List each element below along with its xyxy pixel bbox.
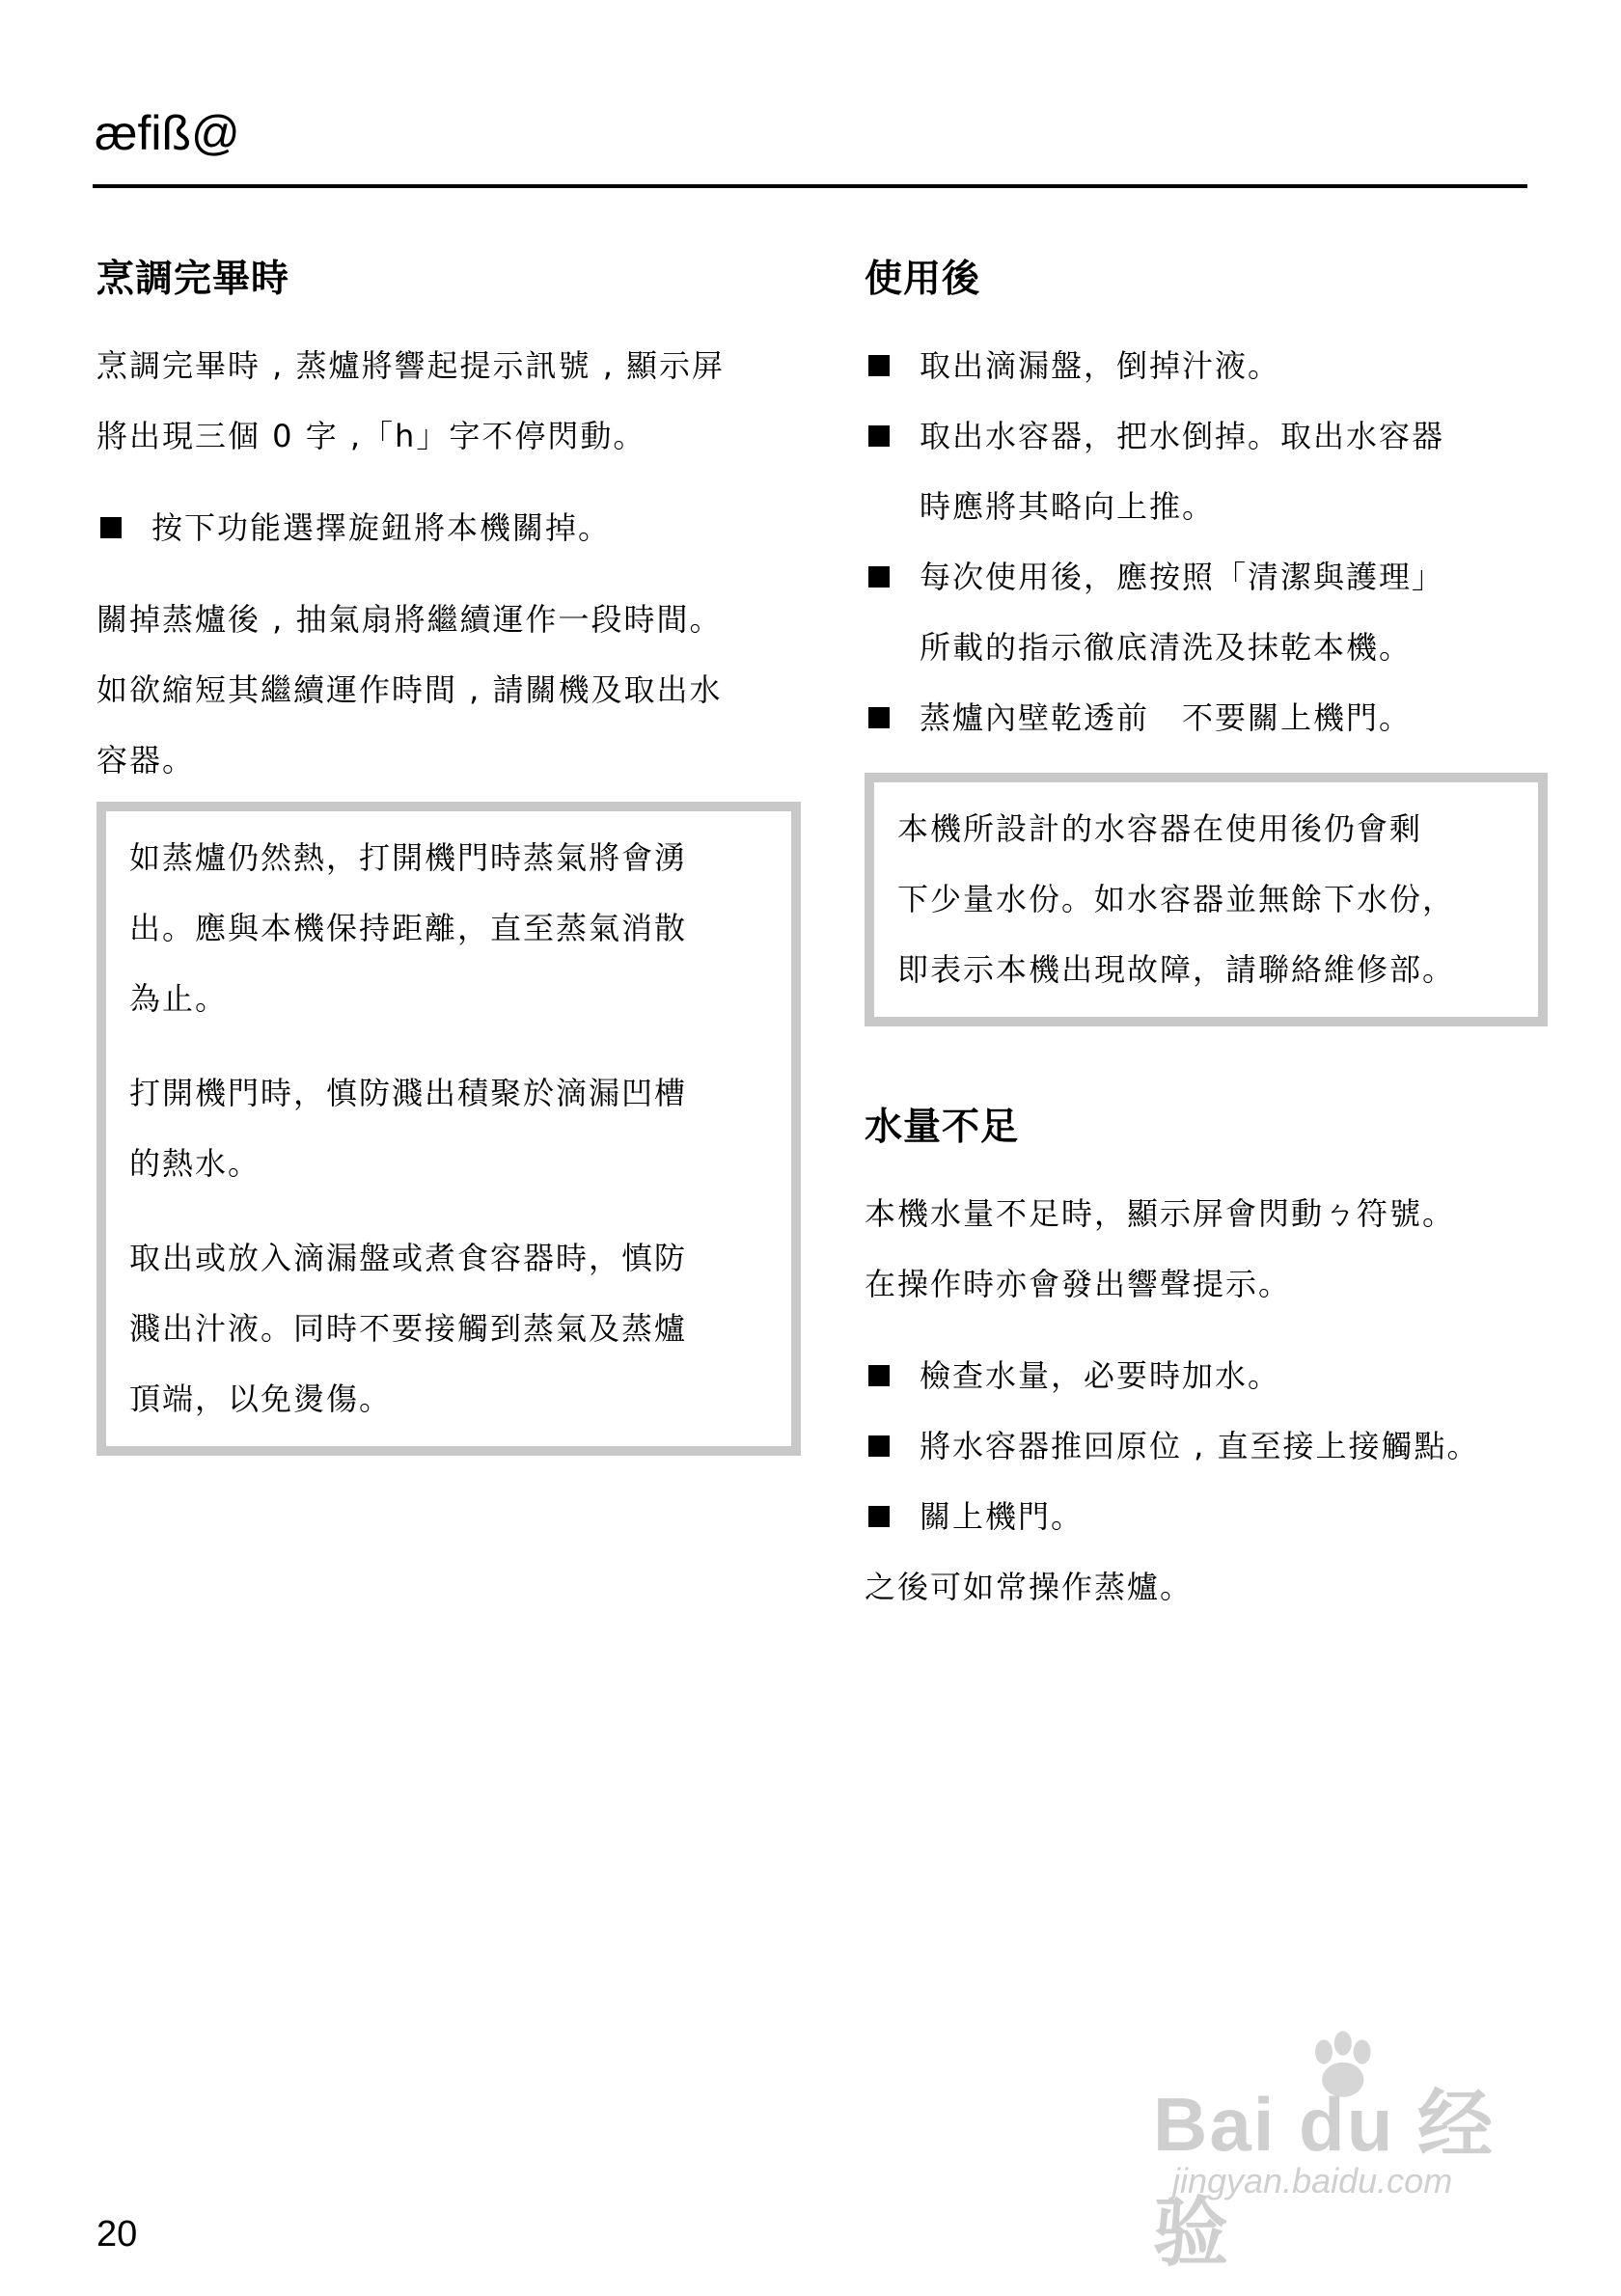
square-bullet-icon — [868, 425, 890, 447]
info-line: 下少量水份。如水容器並無餘下水份， — [897, 881, 1456, 917]
square-bullet-icon — [868, 1506, 890, 1527]
bullet-text: 關上機門。 — [920, 1498, 1085, 1535]
header-divider — [93, 184, 1527, 188]
paragraph-line: 容器。 — [96, 742, 196, 779]
bullet-text: 按下功能選擇旋鈕將本機關掉。 — [151, 509, 612, 546]
bullet-item — [865, 401, 1540, 542]
closing-text: 之後可如常操作蒸爐。 — [865, 1569, 1194, 1605]
paragraph-line: 如欲縮短其繼續運作時間 , 請關機及取出水 — [96, 671, 723, 708]
watermark-logo: Bai du 经验 — [1153, 2082, 1496, 2275]
bullet-item — [865, 1411, 1540, 1482]
bullet-item — [865, 1482, 1540, 1552]
bullet-text: 取出滴漏盤，倒掉汁液。 — [920, 347, 1281, 384]
bullet-text: 時應將其略向上推。 — [920, 488, 1216, 525]
baidu-watermark — [1153, 2064, 1558, 2275]
warning-box — [96, 802, 801, 1456]
bullet-item — [865, 542, 1540, 683]
warning-line: 出。應與本機保持距離，直至蒸氣消散 — [129, 910, 688, 946]
square-bullet-icon — [868, 566, 890, 588]
bullet-text: 將水容器推回原位 , 直至接上接觸點。 — [920, 1428, 1480, 1464]
info-line: 本機所設計的水容器在使用後仍會剩 — [897, 810, 1423, 847]
warning-line: 為止。 — [129, 980, 229, 1017]
watermark-url: jingyan.baidu.com — [1172, 2161, 1453, 2200]
left-column — [96, 246, 791, 1456]
square-bullet-icon — [868, 355, 890, 376]
page-header-title: æfiß@ — [95, 106, 240, 160]
section-heading-after-use: 使用後 — [865, 258, 981, 301]
warning-line: 濺出汁液。同時不要接觸到蒸氣及蒸爐 — [129, 1310, 688, 1347]
page-number: 20 — [96, 2214, 138, 2255]
square-bullet-icon — [868, 1365, 890, 1386]
info-box — [865, 773, 1548, 1026]
warning-line: 頂端，以免燙傷。 — [129, 1380, 393, 1417]
bullet-item — [865, 683, 1540, 753]
bullet-text: 取出水容器，把水倒掉。取出水容器 — [920, 418, 1445, 454]
paragraph-line: 關掉蒸爐後 , 抽氣扇將繼續運作一段時間。 — [96, 601, 723, 638]
bullet-item — [865, 331, 1540, 401]
warning-line: 如蒸爐仍然熱，打開機門時蒸氣將會湧 — [129, 839, 688, 876]
paragraph-line: 本機水量不足時，顯示屏會閃動ㄅ符號。 — [865, 1195, 1456, 1232]
square-bullet-icon — [100, 517, 122, 538]
warning-line: 的熱水。 — [129, 1145, 261, 1182]
square-bullet-icon — [868, 1435, 890, 1457]
section-heading-cooking-finished: 烹調完畢時 — [96, 258, 290, 301]
bullet-item — [96, 493, 791, 563]
right-column — [865, 246, 1540, 1623]
paragraph-line: 在操作時亦會發出響聲提示。 — [865, 1266, 1292, 1302]
bullet-text: 檢查水量，必要時加水。 — [920, 1357, 1281, 1394]
bullet-item — [865, 1341, 1540, 1411]
info-line: 即表示本機出現故障，請聯絡維修部。 — [897, 951, 1456, 988]
paragraph-line: 烹調完畢時 , 蒸爐將響起提示訊號 , 顯示屏 — [96, 347, 726, 384]
square-bullet-icon — [868, 707, 890, 728]
section-heading-low-water: 水量不足 — [865, 1106, 1020, 1149]
bullet-text: 蒸爐內壁乾透前 不要關上機門。 — [920, 699, 1413, 736]
warning-line: 取出或放入滴漏盤或煮食容器時，慎防 — [129, 1240, 688, 1276]
paragraph-line: 將出現三個 0 字 ,「h」字不停閃動。 — [96, 418, 646, 454]
bullet-text: 每次使用後，應按照「清潔與護理」 — [920, 559, 1445, 595]
bullet-text: 所載的指示徹底清洗及抹乾本機。 — [920, 629, 1413, 666]
warning-line: 打開機門時，慎防濺出積聚於滴漏凹槽 — [129, 1075, 688, 1111]
